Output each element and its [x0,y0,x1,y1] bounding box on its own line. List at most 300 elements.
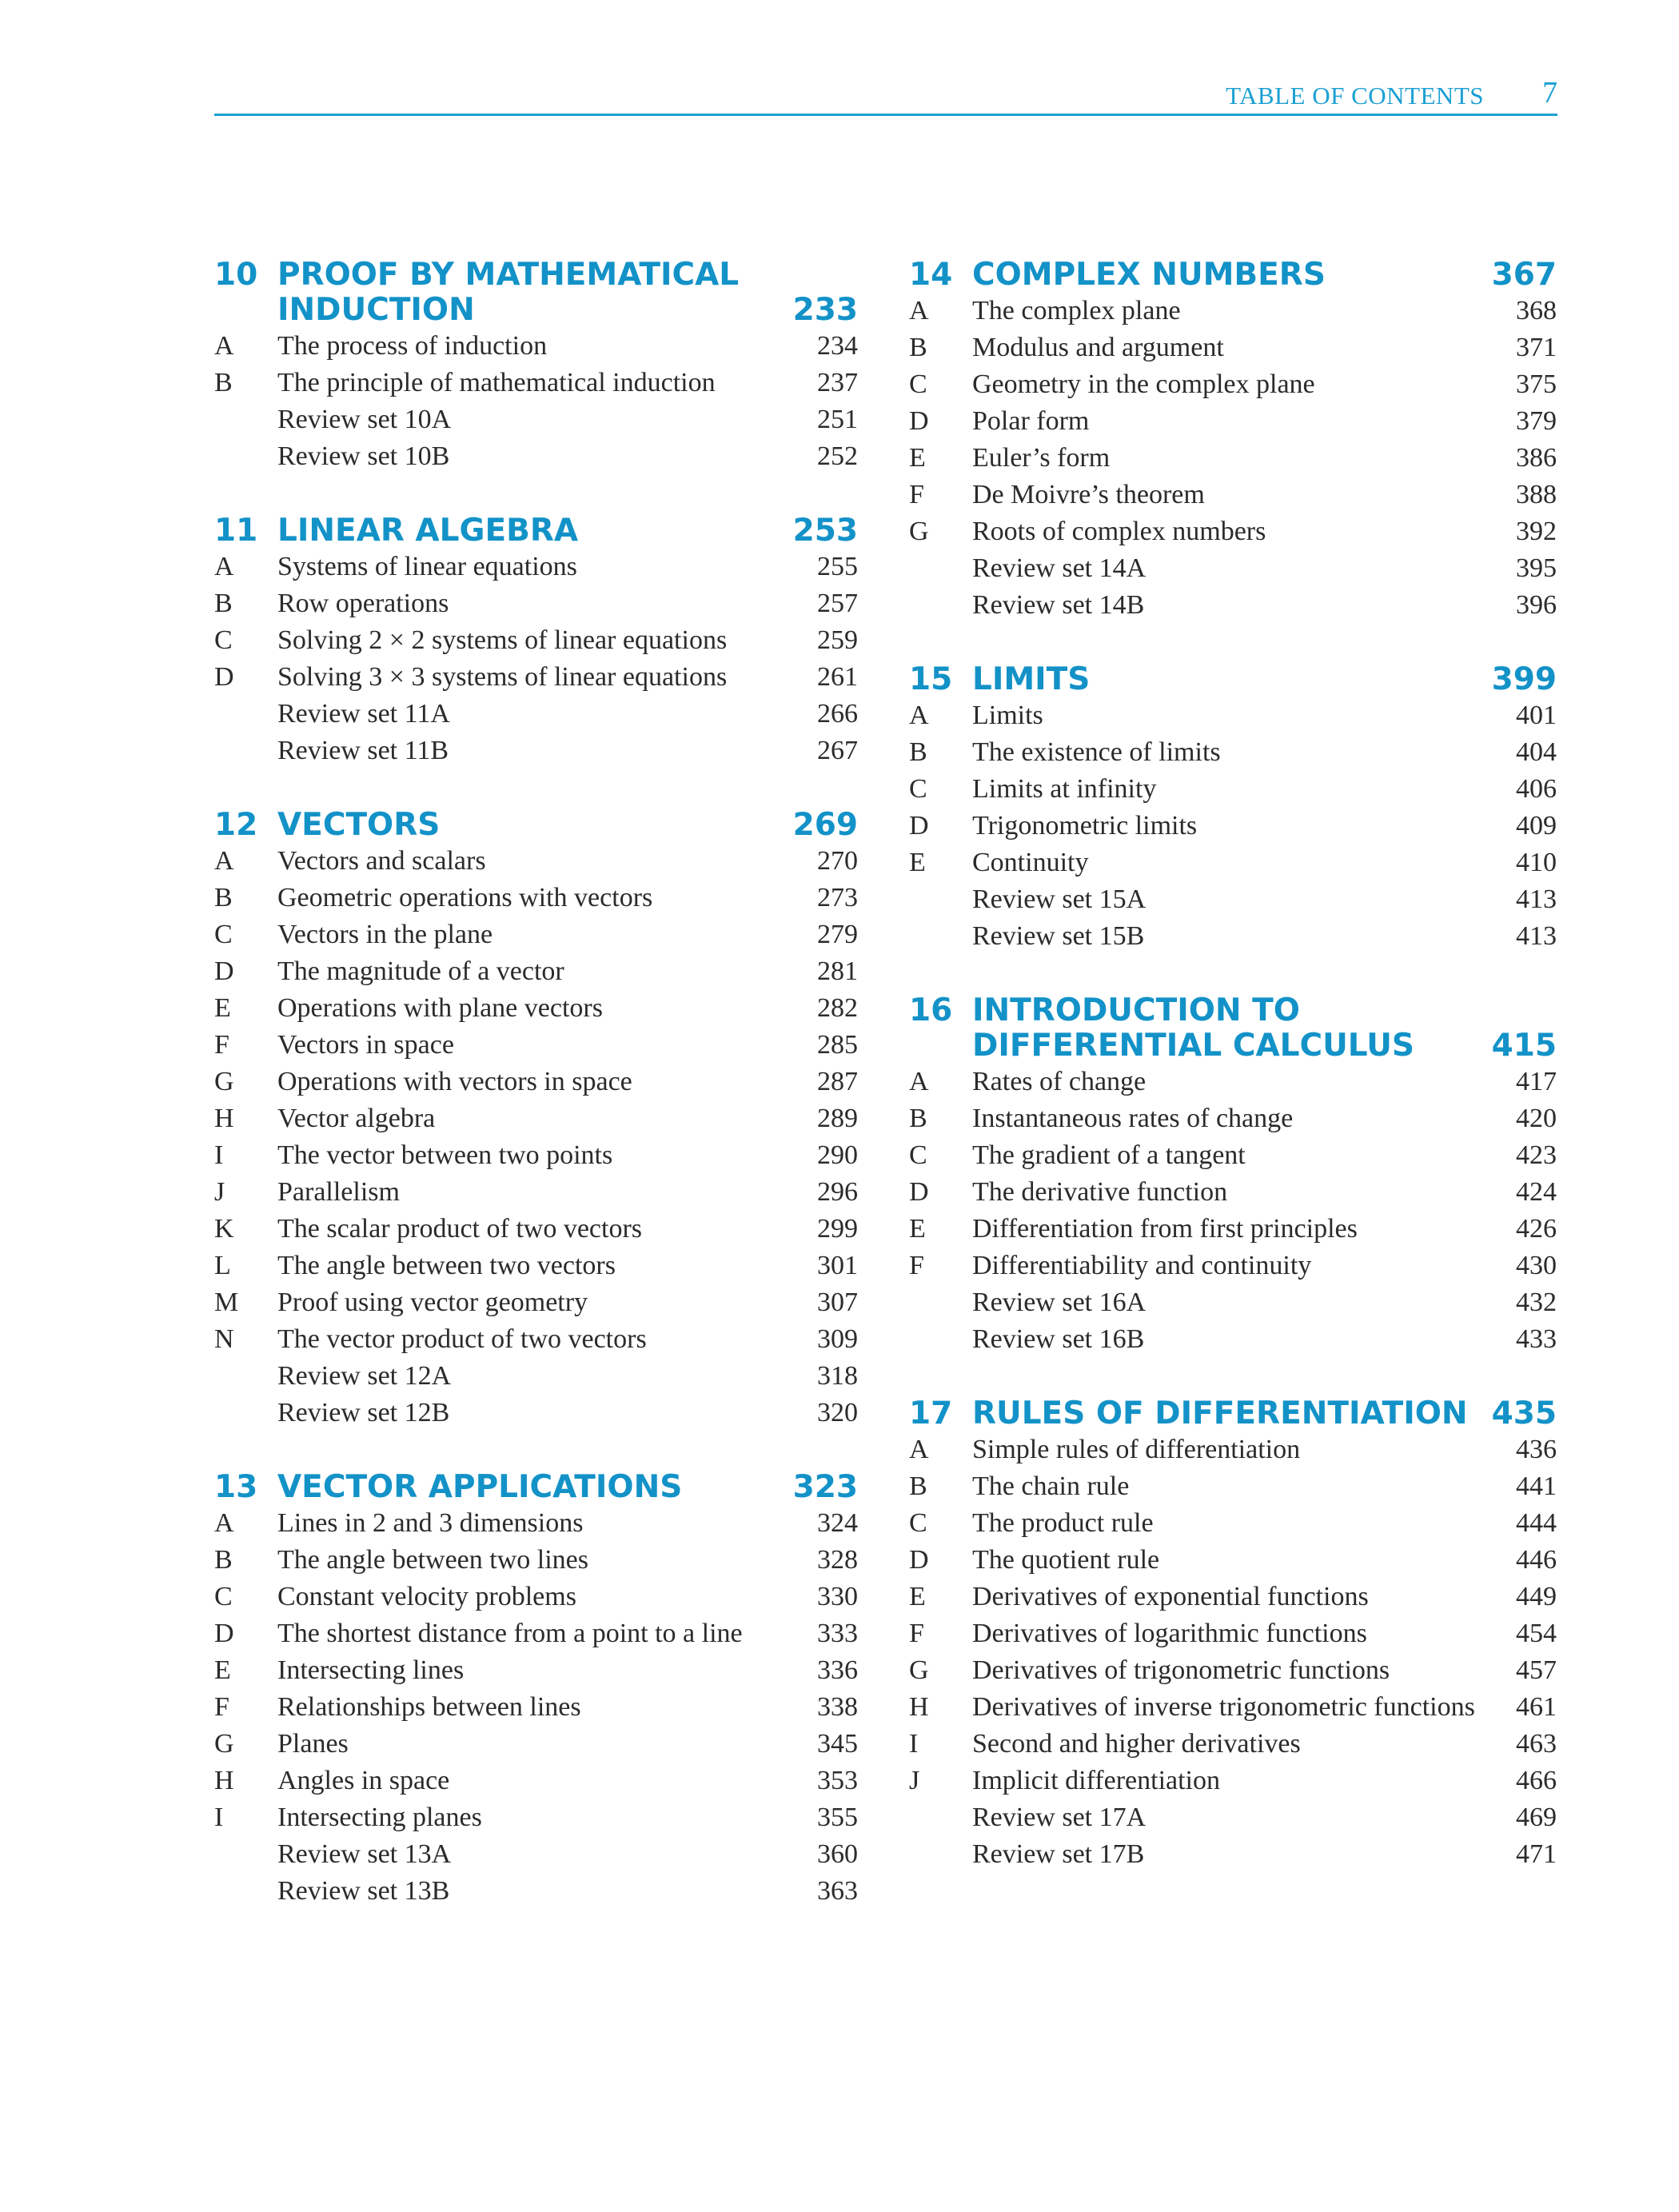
section-page: 267 [817,736,858,765]
section-entry[interactable] [909,1468,1557,1505]
chapter-heading[interactable] [214,808,858,843]
section-letter: A [214,846,234,876]
section-title: The complex plane [972,296,1181,325]
chapter-block [214,513,858,769]
section-letter: L [214,1251,231,1280]
section-page: 255 [817,552,858,581]
section-entry[interactable] [909,1799,1557,1836]
section-letter: D [214,1619,234,1648]
chapter-block [909,993,1557,1358]
section-page: 282 [817,993,858,1023]
section-letter: D [214,956,234,986]
section-title: Vectors in the plane [277,920,493,949]
section-title: The process of induction [277,331,548,361]
section-page: 290 [817,1140,858,1170]
section-entry[interactable] [909,1211,1557,1248]
section-page: 388 [1516,480,1557,509]
section-page: 433 [1516,1324,1557,1354]
chapter-block [214,1470,858,1910]
section-letter: G [909,517,929,546]
section-entry[interactable] [909,1284,1557,1321]
section-page: 289 [817,1104,858,1133]
section-entry[interactable] [214,1542,858,1579]
section-entry[interactable] [909,1100,1557,1137]
section-title: The vector product of two vectors [277,1324,647,1354]
chapter-number: 13 [214,1469,258,1505]
section-page: 410 [1516,848,1557,877]
chapter-title: LINEAR ALGEBRA [277,513,579,549]
section-letter: F [214,1692,229,1722]
section-title: Derivatives of exponential functions [972,1582,1369,1611]
section-entry[interactable] [214,1211,858,1248]
chapter-page: 233 [792,292,858,328]
section-entry[interactable] [909,1505,1557,1542]
section-title: Relationships between lines [277,1692,581,1722]
section-entry[interactable] [909,403,1557,440]
chapter-heading[interactable] [214,258,858,328]
section-entry[interactable] [214,1248,858,1284]
section-title: Roots of complex numbers [972,517,1266,546]
section-letter: I [909,1729,919,1759]
section-page: 324 [817,1508,858,1538]
section-title: Vectors in space [277,1030,454,1060]
section-page: 307 [817,1288,858,1317]
section-title: The derivative function [972,1177,1228,1207]
section-title: Derivatives of trigonometric functions [972,1655,1390,1685]
section-entry[interactable] [214,1726,858,1763]
section-page: 328 [817,1545,858,1575]
section-title: The shortest distance from a point to a line [277,1619,743,1648]
section-page: 309 [817,1324,858,1354]
chapter-title: PROOF BY MATHEMATICAL INDUCTION [277,257,740,328]
section-letter: A [214,552,234,581]
section-page: 430 [1516,1251,1557,1280]
section-title: Review set 15A [972,884,1147,914]
section-letter: I [214,1140,224,1170]
section-entry[interactable] [909,1174,1557,1211]
chapter-title: RULES OF DIFFERENTIATION [972,1395,1468,1431]
section-entry[interactable] [214,1763,858,1799]
section-page: 360 [817,1839,858,1869]
section-entry[interactable] [214,1836,858,1873]
section-title: Limits [972,701,1043,730]
section-page: 252 [817,441,858,471]
section-title: Operations with plane vectors [277,993,603,1023]
chapter-page: 367 [1491,257,1557,293]
section-entry[interactable] [909,1689,1557,1726]
section-entry[interactable] [909,734,1557,771]
section-letter: G [214,1067,234,1096]
section-page: 417 [1516,1067,1557,1096]
section-page: 299 [817,1214,858,1244]
section-entry[interactable] [909,1542,1557,1579]
running-header [214,74,1557,116]
section-page: 386 [1516,443,1557,473]
section-entry[interactable] [214,1579,858,1615]
section-entry[interactable] [909,1726,1557,1763]
section-entry[interactable] [214,1689,858,1726]
section-title: Planes [277,1729,349,1759]
chapter-number: 17 [909,1395,953,1431]
section-title: Instantaneous rates of change [972,1104,1294,1133]
section-letter: J [214,1177,225,1207]
section-title: Systems of linear equations [277,552,577,581]
section-entry[interactable] [909,1431,1557,1468]
section-title: Rates of change [972,1067,1147,1096]
section-entry[interactable] [214,843,858,880]
section-letter: E [214,993,231,1023]
chapter-number: 12 [214,807,258,843]
section-page: 469 [1516,1803,1557,1832]
section-page: 251 [817,405,858,434]
section-page: 432 [1516,1288,1557,1317]
section-title: Simple rules of differentiation [972,1435,1301,1464]
section-entry[interactable] [909,1137,1557,1174]
chapter-page: 253 [792,513,858,549]
section-entry[interactable] [214,1064,858,1100]
section-letter: H [909,1692,929,1722]
section-title: The existence of limits [972,737,1221,767]
section-page: 281 [817,956,858,986]
section-title: Review set 11A [277,699,450,729]
section-title: Operations with vectors in space [277,1067,632,1096]
chapter-block [909,662,1557,955]
section-entry[interactable] [214,1137,858,1174]
chapter-heading[interactable] [909,258,1557,293]
section-page: 446 [1516,1545,1557,1575]
section-title: Euler’s form [972,443,1111,473]
section-letter: A [909,1067,929,1096]
section-page: 409 [1516,811,1557,840]
page-number: 7 [1542,76,1557,110]
section-page: 301 [817,1251,858,1280]
section-title: Solving 3 × 3 systems of linear equations [277,662,728,692]
section-page: 296 [817,1177,858,1207]
toc-column-right [909,258,1557,1911]
section-entry[interactable] [214,438,858,475]
section-title: The quotient rule [972,1545,1160,1575]
section-entry[interactable] [909,844,1557,881]
chapter-title: VECTORS [277,807,441,843]
section-page: 273 [817,883,858,912]
section-entry[interactable] [909,881,1557,918]
section-title: Implicit differentiation [972,1766,1221,1795]
section-title: The gradient of a tangent [972,1140,1246,1170]
chapter-page: 415 [1491,1028,1557,1064]
section-page: 454 [1516,1619,1557,1648]
section-title: Continuity [972,848,1089,877]
section-title: Polar form [972,406,1090,436]
section-entry[interactable] [214,585,858,622]
section-title: The magnitude of a vector [277,956,564,986]
section-title: Review set 15B [972,921,1145,951]
section-entry[interactable] [214,916,858,953]
section-title: Review set 11B [277,736,449,765]
section-entry[interactable] [214,733,858,769]
section-page: 330 [817,1582,858,1611]
section-page: 449 [1516,1582,1557,1611]
section-letter: F [909,1619,924,1648]
section-letter: D [909,1545,929,1575]
section-page: 375 [1516,369,1557,399]
section-entry[interactable] [214,1284,858,1321]
section-entry[interactable] [909,1652,1557,1689]
section-title: Review set 14A [972,553,1147,583]
section-letter: N [214,1324,234,1354]
section-entry[interactable] [909,1579,1557,1615]
section-entry[interactable] [909,1248,1557,1284]
section-title: Modulus and argument [972,333,1224,362]
chapter-heading[interactable] [909,993,1557,1064]
section-title: Differentiation from first principles [972,1214,1358,1244]
section-page: 444 [1516,1508,1557,1538]
section-page: 368 [1516,296,1557,325]
section-title: Review set 16A [972,1288,1147,1317]
section-title: Row operations [277,589,449,618]
section-entry[interactable] [909,1615,1557,1652]
chapter-number: 10 [214,257,258,293]
section-entry[interactable] [214,659,858,696]
chapter-block [214,808,858,1431]
section-page: 353 [817,1766,858,1795]
section-title: Lines in 2 and 3 dimensions [277,1508,584,1538]
section-title: Parallelism [277,1177,400,1207]
chapter-number: 16 [909,992,953,1028]
section-title: Review set 17A [972,1803,1147,1832]
section-page: 404 [1516,737,1557,767]
section-page: 466 [1516,1766,1557,1795]
section-entry[interactable] [214,1799,858,1836]
section-entry[interactable] [214,1174,858,1211]
section-page: 285 [817,1030,858,1060]
section-page: 333 [817,1619,858,1648]
section-title: Derivatives of logarithmic functions [972,1619,1367,1648]
section-page: 463 [1516,1729,1557,1759]
section-page: 234 [817,331,858,361]
section-letter: B [214,589,233,618]
section-title: Vector algebra [277,1104,436,1133]
section-entry[interactable] [214,990,858,1027]
section-page: 413 [1516,921,1557,951]
section-title: The chain rule [972,1471,1130,1501]
chapter-block [909,1396,1557,1873]
section-letter: C [909,369,927,399]
section-title: Review set 10A [277,405,452,434]
section-page: 338 [817,1692,858,1722]
section-entry[interactable] [214,1027,858,1064]
section-letter: A [214,331,234,361]
section-page: 406 [1516,774,1557,804]
section-page: 426 [1516,1214,1557,1244]
section-letter: E [909,443,926,473]
section-letter: A [909,701,929,730]
section-entry[interactable] [909,329,1557,366]
section-letter: A [214,1508,234,1538]
section-entry[interactable] [909,771,1557,808]
chapter-heading[interactable] [909,662,1557,697]
section-entry[interactable] [214,365,858,401]
section-page: 336 [817,1655,858,1685]
section-letter: K [214,1214,234,1244]
section-page: 261 [817,662,858,692]
section-title: Second and higher derivatives [972,1729,1301,1759]
section-title: Trigonometric limits [972,811,1198,840]
section-letter: G [214,1729,234,1759]
section-page: 396 [1516,590,1557,620]
section-entry[interactable] [909,808,1557,844]
section-title: The scalar product of two vectors [277,1214,642,1244]
section-letter: E [909,1582,926,1611]
section-letter: F [909,1251,924,1280]
section-page: 461 [1516,1692,1557,1722]
section-letter: C [214,625,233,655]
section-entry[interactable] [214,1100,858,1137]
section-title: Intersecting lines [277,1655,465,1685]
chapter-page: 399 [1491,661,1557,697]
section-entry[interactable] [214,1505,858,1542]
section-title: Vectors and scalars [277,846,486,876]
section-title: Review set 13A [277,1839,452,1869]
section-letter: B [909,1104,927,1133]
section-entry[interactable] [909,697,1557,734]
section-page: 401 [1516,701,1557,730]
section-letter: B [909,333,927,362]
section-title: Review set 14B [972,590,1145,620]
section-title: Constant velocity problems [277,1582,576,1611]
section-letter: D [909,1177,929,1207]
chapter-page: 323 [792,1469,858,1505]
section-letter: H [214,1766,234,1795]
section-page: 379 [1516,406,1557,436]
section-letter: F [214,1030,229,1060]
section-letter: A [909,296,929,325]
section-page: 257 [817,589,858,618]
chapter-title: INTRODUCTION TO DIFFERENTIAL CALCULUS [972,992,1415,1064]
section-title: The angle between two lines [277,1545,588,1575]
section-entry[interactable] [909,477,1557,513]
section-letter: E [909,1214,926,1244]
section-page: 345 [817,1729,858,1759]
section-entry[interactable] [909,1321,1557,1358]
chapter-title: COMPLEX NUMBERS [972,257,1326,293]
section-page: 392 [1516,517,1557,546]
section-page: 279 [817,920,858,949]
section-entry[interactable] [214,1615,858,1652]
chapter-title: LIMITS [972,661,1091,697]
section-title: Geometric operations with vectors [277,883,653,912]
section-title: Solving 2 × 2 systems of linear equations [277,625,728,655]
chapter-block [909,258,1557,624]
section-title: The vector between two points [277,1140,613,1170]
section-entry[interactable] [214,622,858,659]
section-entry[interactable] [214,549,858,585]
section-entry[interactable] [909,918,1557,955]
section-entry[interactable] [909,513,1557,550]
section-entry[interactable] [214,1395,858,1431]
section-title: Intersecting planes [277,1803,482,1832]
section-letter: B [909,1471,927,1501]
section-title: Derivatives of inverse trigonometric functions [972,1692,1475,1722]
toc-column-left [214,258,858,1948]
section-title: Review set 13B [277,1876,450,1906]
section-entry[interactable] [909,1763,1557,1799]
section-letter: D [214,662,234,692]
section-page: 436 [1516,1435,1557,1464]
section-letter: B [909,737,927,767]
section-page: 395 [1516,553,1557,583]
section-page: 413 [1516,884,1557,914]
section-entry[interactable] [214,880,858,916]
section-entry[interactable] [909,1064,1557,1100]
section-entry[interactable] [214,1873,858,1910]
section-title: Differentiability and continuity [972,1251,1312,1280]
section-entry[interactable] [909,587,1557,624]
section-page: 471 [1516,1839,1557,1869]
section-letter: G [909,1655,929,1685]
section-entry[interactable] [214,328,858,365]
chapter-page: 269 [792,807,858,843]
section-entry[interactable] [909,550,1557,587]
section-title: Review set 16B [972,1324,1145,1354]
chapter-heading[interactable] [909,1396,1557,1431]
section-entry[interactable] [909,293,1557,329]
section-title: De Moivre’s theorem [972,480,1205,509]
chapter-heading[interactable] [214,1470,858,1505]
section-title: Review set 12B [277,1398,450,1427]
section-page: 320 [817,1398,858,1427]
section-title: Angles in space [277,1766,450,1795]
section-page: 318 [817,1361,858,1391]
section-entry[interactable] [214,696,858,733]
section-letter: C [909,1140,927,1170]
section-entry[interactable] [214,1321,858,1358]
section-page: 371 [1516,333,1557,362]
section-entry[interactable] [214,1358,858,1395]
section-title: Geometry in the complex plane [972,369,1315,399]
chapter-block [214,258,858,475]
section-entry[interactable] [909,440,1557,477]
section-letter: A [909,1435,929,1464]
section-page: 266 [817,699,858,729]
section-page: 355 [817,1803,858,1832]
section-title: Proof using vector geometry [277,1288,588,1317]
section-letter: C [909,1508,927,1538]
section-page: 441 [1516,1471,1557,1501]
chapter-title: VECTOR APPLICATIONS [277,1469,683,1505]
section-page: 237 [817,368,858,397]
section-letter: M [214,1288,239,1317]
section-letter: H [214,1104,234,1133]
section-entry[interactable] [909,366,1557,403]
chapter-number: 15 [909,661,953,697]
section-page: 423 [1516,1140,1557,1170]
section-page: 420 [1516,1104,1557,1133]
section-entry[interactable] [909,1836,1557,1873]
section-title: The angle between two vectors [277,1251,616,1280]
section-letter: F [909,480,924,509]
chapter-number: 14 [909,257,953,293]
running-header-title: TABLE OF CONTENTS [1226,82,1484,110]
section-title: Review set 17B [972,1839,1145,1869]
section-entry[interactable] [214,953,858,990]
section-title: Review set 12A [277,1361,452,1391]
section-letter: J [909,1766,920,1795]
section-entry[interactable] [214,401,858,438]
section-letter: E [214,1655,231,1685]
section-entry[interactable] [214,1652,858,1689]
chapter-heading[interactable] [214,513,858,549]
section-letter: B [214,368,233,397]
